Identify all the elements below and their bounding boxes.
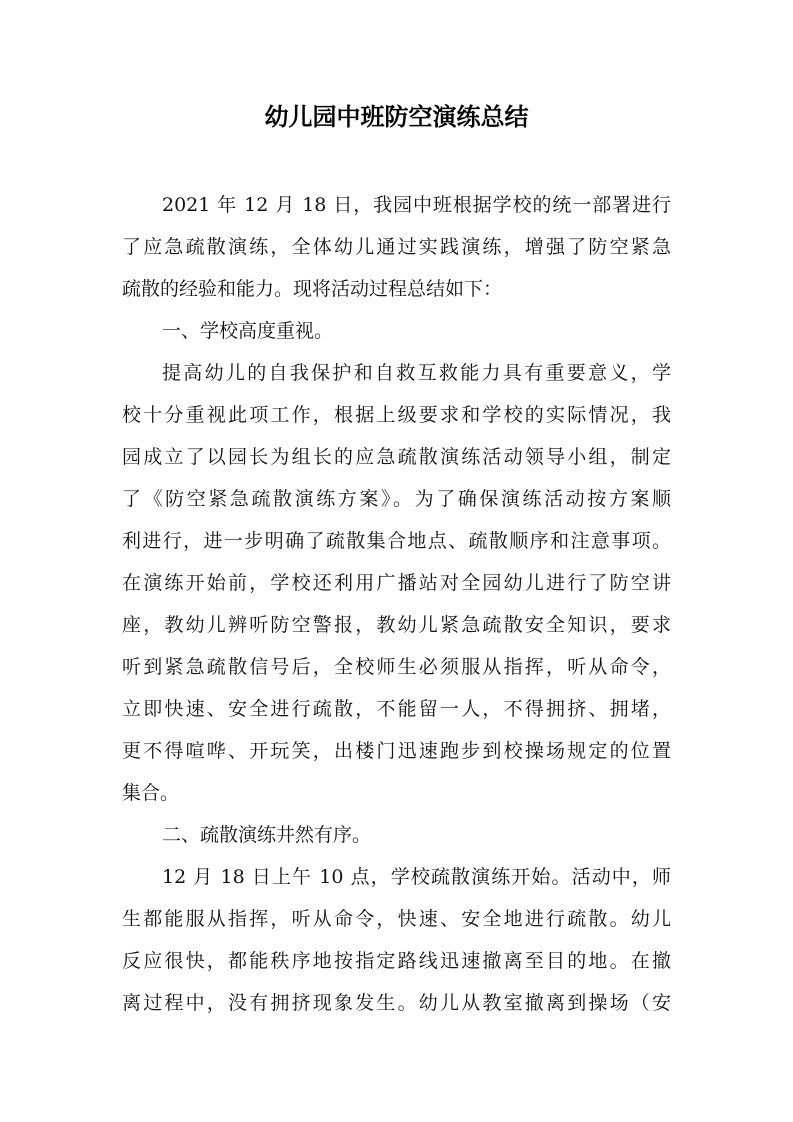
document-title: 幼儿园中班防空演练总结 [264,103,529,131]
paragraph-line: 座，教幼儿辨听防空警报，教幼儿紧急疏散安全知识，要求 [122,614,671,636]
paragraph-line: 集合。 [122,782,180,804]
paragraph-line: 疏散的经验和能力。现将活动过程总结如下： [122,278,503,300]
paragraph-line: 在演练开始前，学校还利用广播站对全园幼儿进行了防空讲 [122,572,671,594]
section-heading: 二、疏散演练井然有序。 [162,824,372,846]
paragraph-line: 利进行，进一步明确了疏散集合地点、疏散顺序和注意事项。 [122,530,671,552]
paragraph-line: 听到紧急疏散信号后，全校师生必须服从指挥，听从命令， [122,656,671,678]
paragraph-line: 提高幼儿的自我保护和自救互救能力具有重要意义，学 [162,362,671,384]
paragraph-line: 校十分重视此项工作，根据上级要求和学校的实际情况，我 [122,404,671,426]
paragraph-line: 了《防空紧急疏散演练方案》。为了确保演练活动按方案顺 [122,488,671,510]
paragraph-line: 离过程中，没有拥挤现象发生。幼儿从教室撤离到操场（安 [122,992,671,1014]
paragraph-line: 生都能服从指挥，听从命令，快速、安全地进行疏散。幼儿 [122,908,671,930]
paragraph-line: 2021 年 12 月 18 日，我园中班根据学校的统一部署进行 [162,194,671,216]
paragraph-line: 立即快速、安全进行疏散，不能留一人，不得拥挤、拥堵， [122,698,671,720]
paragraph-line: 园成立了以园长为组长的应急疏散演练活动领导小组，制定 [122,446,671,468]
paragraph-line: 更不得喧哗、开玩笑，出楼门迅速跑步到校操场规定的位置 [122,740,671,762]
paragraph-line: 12 月 18 日上午 10 点，学校疏散演练开始。活动中，师 [162,866,671,888]
paragraph-line: 反应很快，都能秩序地按指定路线迅速撤离至目的地。在撤 [122,950,671,972]
paragraph-line: 了应急疏散演练，全体幼儿通过实践演练，增强了防空紧急 [122,236,671,258]
section-heading: 一、学校高度重视。 [162,320,334,342]
